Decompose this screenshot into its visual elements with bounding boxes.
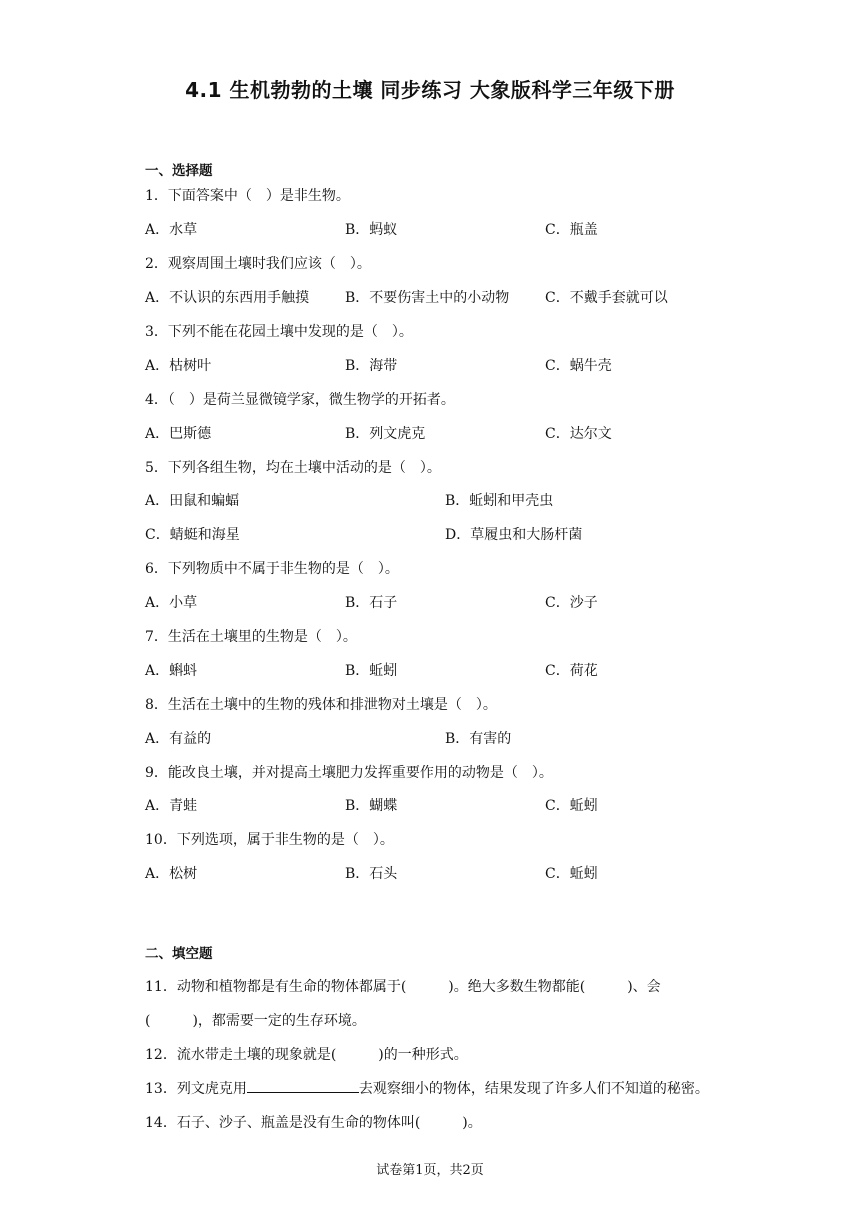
- q7-option-a: A．蝌蚪: [145, 663, 198, 679]
- q1-option-c: C．瓶盖: [545, 222, 598, 238]
- q6-option-c: C．沙子: [545, 595, 598, 611]
- question-3: 3．下列不能在花园土壤中发现的是（ ）。: [145, 324, 413, 340]
- q6-option-b: B．石子: [345, 595, 398, 611]
- q10-option-c: C．蚯蚓: [545, 866, 598, 882]
- q1-option-a: A．水草: [145, 222, 198, 238]
- question-7: 7．生活在土壤里的生物是（ ）。: [145, 629, 357, 645]
- q9-option-b: B．蝴蝶: [345, 798, 398, 814]
- q1-option-b: B．蚂蚁: [345, 222, 398, 238]
- page-footer: 试卷第1页，共2页: [376, 1163, 484, 1178]
- q8-option-b: B．有害的: [445, 731, 512, 747]
- q3-option-a: A．枯树叶: [145, 358, 212, 374]
- question-12: 12．流水带走土壤的现象就是( )的一种形式。: [145, 1047, 468, 1063]
- q9-option-a: A．青蛙: [145, 798, 198, 814]
- question-2: 2．观察周围土壤时我们应该（ ）。: [145, 256, 371, 272]
- question-9: 9．能改良土壤，并对提高土壤肥力发挥重要作用的动物是（ ）。: [145, 765, 553, 781]
- question-4: 4．（ ）是荷兰显微镜学家，微生物学的开拓者。: [145, 392, 455, 408]
- section-heading-choice: 一、选择题: [145, 163, 213, 179]
- q4-option-a: A．巴斯德: [145, 426, 212, 442]
- question-11-line-2: ( )，都需要一定的生存环境。: [145, 1013, 366, 1029]
- question-6: 6．下列物质中不属于非生物的是（ ）。: [145, 561, 399, 577]
- question-8: 8．生活在土壤中的生物的残体和排泄物对土壤是（ ）。: [145, 697, 497, 713]
- section-heading-fill: 二、填空题: [145, 946, 213, 962]
- q5-option-c: C．蜻蜓和海星: [145, 527, 240, 543]
- question-14: 14．石子、沙子、瓶盖是没有生命的物体叫( )。: [145, 1115, 482, 1131]
- q9-option-c: C．蚯蚓: [545, 798, 598, 814]
- q6-option-a: A．小草: [145, 595, 198, 611]
- q4-option-b: B．列文虎克: [345, 426, 426, 442]
- answer-blank: [247, 1080, 359, 1093]
- q2-option-a: A．不认识的东西用手触摸: [145, 290, 310, 306]
- q8-option-a: A．有益的: [145, 731, 212, 747]
- q2-option-c: C．不戴手套就可以: [545, 290, 668, 306]
- q5-option-a: A．田鼠和蝙蝠: [145, 493, 240, 509]
- q3-option-b: B．海带: [345, 358, 398, 374]
- q7-option-c: C．荷花: [545, 663, 598, 679]
- question-1: 1．下面答案中（ ）是非生物。: [145, 188, 350, 204]
- question-13-after: 去观察细小的物体，结果发现了许多人们不知道的秘密。: [358, 1081, 709, 1097]
- question-13: [145, 1078, 709, 1098]
- q10-option-a: A．松树: [145, 866, 198, 882]
- q7-option-b: B．蚯蚓: [345, 663, 398, 679]
- q10-option-b: B．石头: [345, 866, 398, 882]
- q3-option-c: C．蜗牛壳: [545, 358, 612, 374]
- question-13-before: 13．列文虎克用: [145, 1081, 247, 1097]
- question-5: 5．下列各组生物，均在土壤中活动的是（ ）。: [145, 460, 441, 476]
- q4-option-c: C．达尔文: [545, 426, 612, 442]
- question-10: 10．下列选项，属于非生物的是（ ）。: [145, 832, 394, 848]
- q5-option-b: B．蚯蚓和甲壳虫: [445, 493, 554, 509]
- q5-option-d: D．草履虫和大肠杆菌: [445, 527, 583, 543]
- q2-option-b: B．不要伤害土中的小动物: [345, 290, 510, 306]
- page-title: 4.1 生机勃勃的土壤 同步练习 大象版科学三年级下册: [185, 78, 675, 102]
- question-11-line-1: 11．动物和植物都是有生命的物体都属于( )。绝大多数生物都能( )、会: [145, 979, 661, 995]
